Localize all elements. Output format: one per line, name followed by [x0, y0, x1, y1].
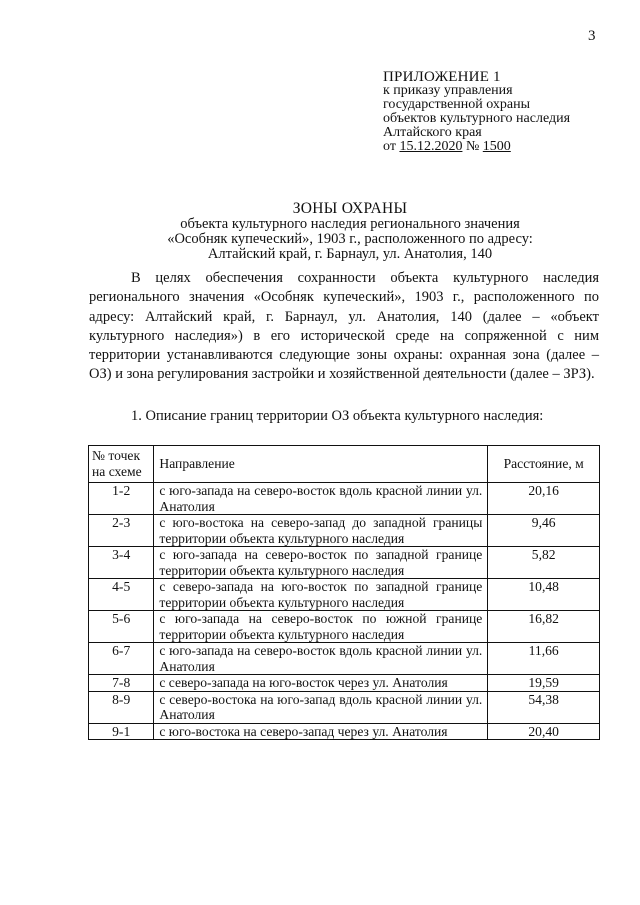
- cell-direction: с юго-запада на северо-восток вдоль красной линии ул. Анатолия: [154, 643, 488, 675]
- number-prefix: №: [462, 139, 483, 154]
- cell-distance: 5,82: [488, 547, 600, 579]
- appendix-title: ПРИЛОЖЕНИЕ 1: [383, 69, 501, 85]
- intro-paragraph: [89, 269, 599, 385]
- cell-distance: 9,46: [488, 515, 600, 547]
- appendix-line: государственной охраны: [383, 97, 531, 112]
- cell-direction: с юго-запада на северо-восток вдоль красной линии ул. Анатолия: [154, 483, 488, 515]
- table-row: [89, 643, 600, 675]
- cell-distance: 54,38: [488, 691, 600, 723]
- table-row: [89, 547, 600, 579]
- cell-distance: 11,66: [488, 643, 600, 675]
- cell-points: 5-6: [89, 611, 154, 643]
- cell-direction: с юго-востока на северо-запад до западной границы территории объекта культурного наследия: [154, 515, 488, 547]
- appendix-line: к приказу управления: [383, 83, 513, 98]
- appendix-block: [383, 70, 570, 154]
- cell-distance: 20,40: [488, 723, 600, 740]
- order-date: 15.12.2020: [399, 139, 463, 154]
- cell-points: 2-3: [89, 515, 154, 547]
- header-points-line: № точек: [92, 448, 141, 463]
- cell-distance: 10,48: [488, 579, 600, 611]
- page-number: 3: [588, 28, 596, 44]
- cell-points: 3-4: [89, 547, 154, 579]
- cell-distance: 16,82: [488, 611, 600, 643]
- table-header-row: [89, 446, 600, 483]
- table-row: [89, 691, 600, 723]
- table-row: [89, 483, 600, 515]
- table-row: [89, 515, 600, 547]
- appendix-line: объектов культурного наследия: [383, 111, 571, 126]
- cell-points: 9-1: [89, 723, 154, 740]
- order-number: 1500: [482, 139, 511, 154]
- table-row: [89, 675, 600, 692]
- appendix-line: Алтайского края: [383, 125, 482, 140]
- boundaries-table: [88, 445, 600, 740]
- heading-line: объекта культурного наследия регионального значения: [180, 216, 520, 232]
- cell-points: 8-9: [89, 691, 154, 723]
- date-prefix: от: [383, 139, 400, 154]
- cell-distance: 19,59: [488, 675, 600, 692]
- cell-points: 7-8: [89, 675, 154, 692]
- appendix-date-line: [383, 140, 570, 154]
- heading-line: «Особняк купеческий», 1903 г., расположенного по адресу:: [167, 231, 533, 247]
- header-direction: Направление: [154, 446, 488, 483]
- cell-direction: с юго-запада на северо-восток по западной границе территории объекта культурного наследия: [154, 547, 488, 579]
- cell-direction: с юго-запада на северо-восток по южной границе территории объекта культурного наследия: [154, 611, 488, 643]
- cell-direction: с северо-запада на юго-восток по западной границе территории объекта культурного наследия: [154, 579, 488, 611]
- cell-direction: с северо-запада на юго-восток через ул. Анатолия: [154, 675, 488, 692]
- header-points-line: на схеме: [92, 464, 142, 479]
- cell-direction: с юго-востока на северо-запад через ул. Анатолия: [154, 723, 488, 740]
- document-heading: [100, 201, 600, 262]
- table-row: [89, 723, 600, 740]
- header-distance: Расстояние, м: [488, 446, 600, 483]
- header-points: [89, 446, 154, 483]
- section-title: 1. Описание границ территории ОЗ объекта культурного наследия:: [131, 408, 544, 424]
- cell-direction: с северо-востока на юго-запад вдоль красной линии ул. Анатолия: [154, 691, 488, 723]
- heading-title: ЗОНЫ ОХРАНЫ: [292, 200, 408, 217]
- cell-points: 4-5: [89, 579, 154, 611]
- table-row: [89, 611, 600, 643]
- cell-distance: 20,16: [488, 483, 600, 515]
- table-row: [89, 579, 600, 611]
- cell-points: 6-7: [89, 643, 154, 675]
- heading-line: Алтайский край, г. Барнаул, ул. Анатолия, 140: [207, 246, 493, 262]
- cell-points: 1-2: [89, 483, 154, 515]
- paragraph-text: В целях обеспечения сохранности объекта культурного наследия регионального значения «Особняк купеческий», 1903 г., расположенного по адресу: Алтайский край, г. Барнаул, ул. Анатолия, 140 (далее – «объект культурного наследия») в его исторической среде на сопряженной с ним территории устанавливаются следующие зоны охраны: охранная зона (далее – ОЗ) и зона регулирования застройки и хозяйственной деятельности (далее – ЗРЗ).: [89, 270, 599, 383]
